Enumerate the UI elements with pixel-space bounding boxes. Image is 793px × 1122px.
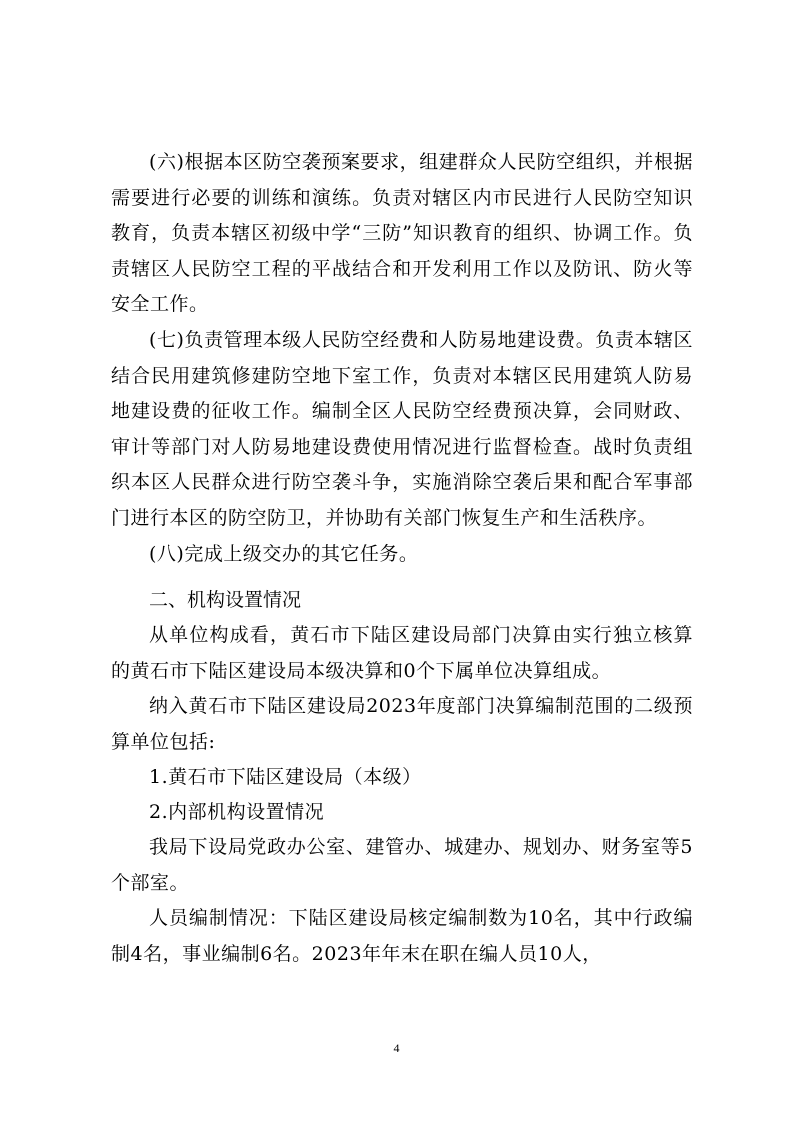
paragraph-departments: 我局下设局党政办公室、建管办、城建办、规划办、财务室等5个部室。: [111, 836, 693, 894]
paragraph-item-7: (七)负责管理本级人民防空经费和人防易地建设费。负责本辖区结合民用建筑修建防空地下室工作，负责对本辖区民用建筑人防易地建设费的征收工作。编制全区人民防空经费预决算，会同财政、审计等部门对人防易地建设费使用情况进行监督检查。战时负责组织本区人民群众进行防空袭斗争，实施消除空袭后果和配合军事部门进行本区的防空防卫，并协助有关部门恢复生产和生活秩序。: [111, 329, 693, 529]
list-item-2: 2.内部机构设置情况: [149, 801, 325, 823]
paragraph-unit-composition: 从单位构成看，黄石市下陆区建设局部门决算由实行独立核算的黄石市下陆区建设局本级决算和0个下属单位决算组成。: [111, 624, 693, 682]
paragraph-scope-intro: 纳入黄石市下陆区建设局2023年度部门决算编制范围的二级预算单位包括:: [111, 695, 693, 753]
list-item-1: 1.黄石市下陆区建设局（本级）: [149, 766, 422, 788]
paragraph-item-6: (六)根据本区防空袭预案要求，组建群众人民防空组织，并根据需要进行必要的训练和演练。负责对辖区内市民进行人民防空知识教育，负责本辖区初级中学“三防”知识教育的组织、协调工作。负责辖区人民防空工程的平战结合和开发利用工作以及防讯、防火等安全工作。: [111, 151, 693, 315]
page-number: 4: [393, 1041, 400, 1055]
paragraph-item-8: (八)完成上级交办的其它任务。: [149, 543, 419, 565]
paragraph-staffing: 人员编制情况：下陆区建设局核定编制数为10名，其中行政编制4名，事业编制6名。2023年年末在职在编人员10人，: [111, 907, 693, 965]
section-heading: 二、机构设置情况: [149, 589, 302, 611]
